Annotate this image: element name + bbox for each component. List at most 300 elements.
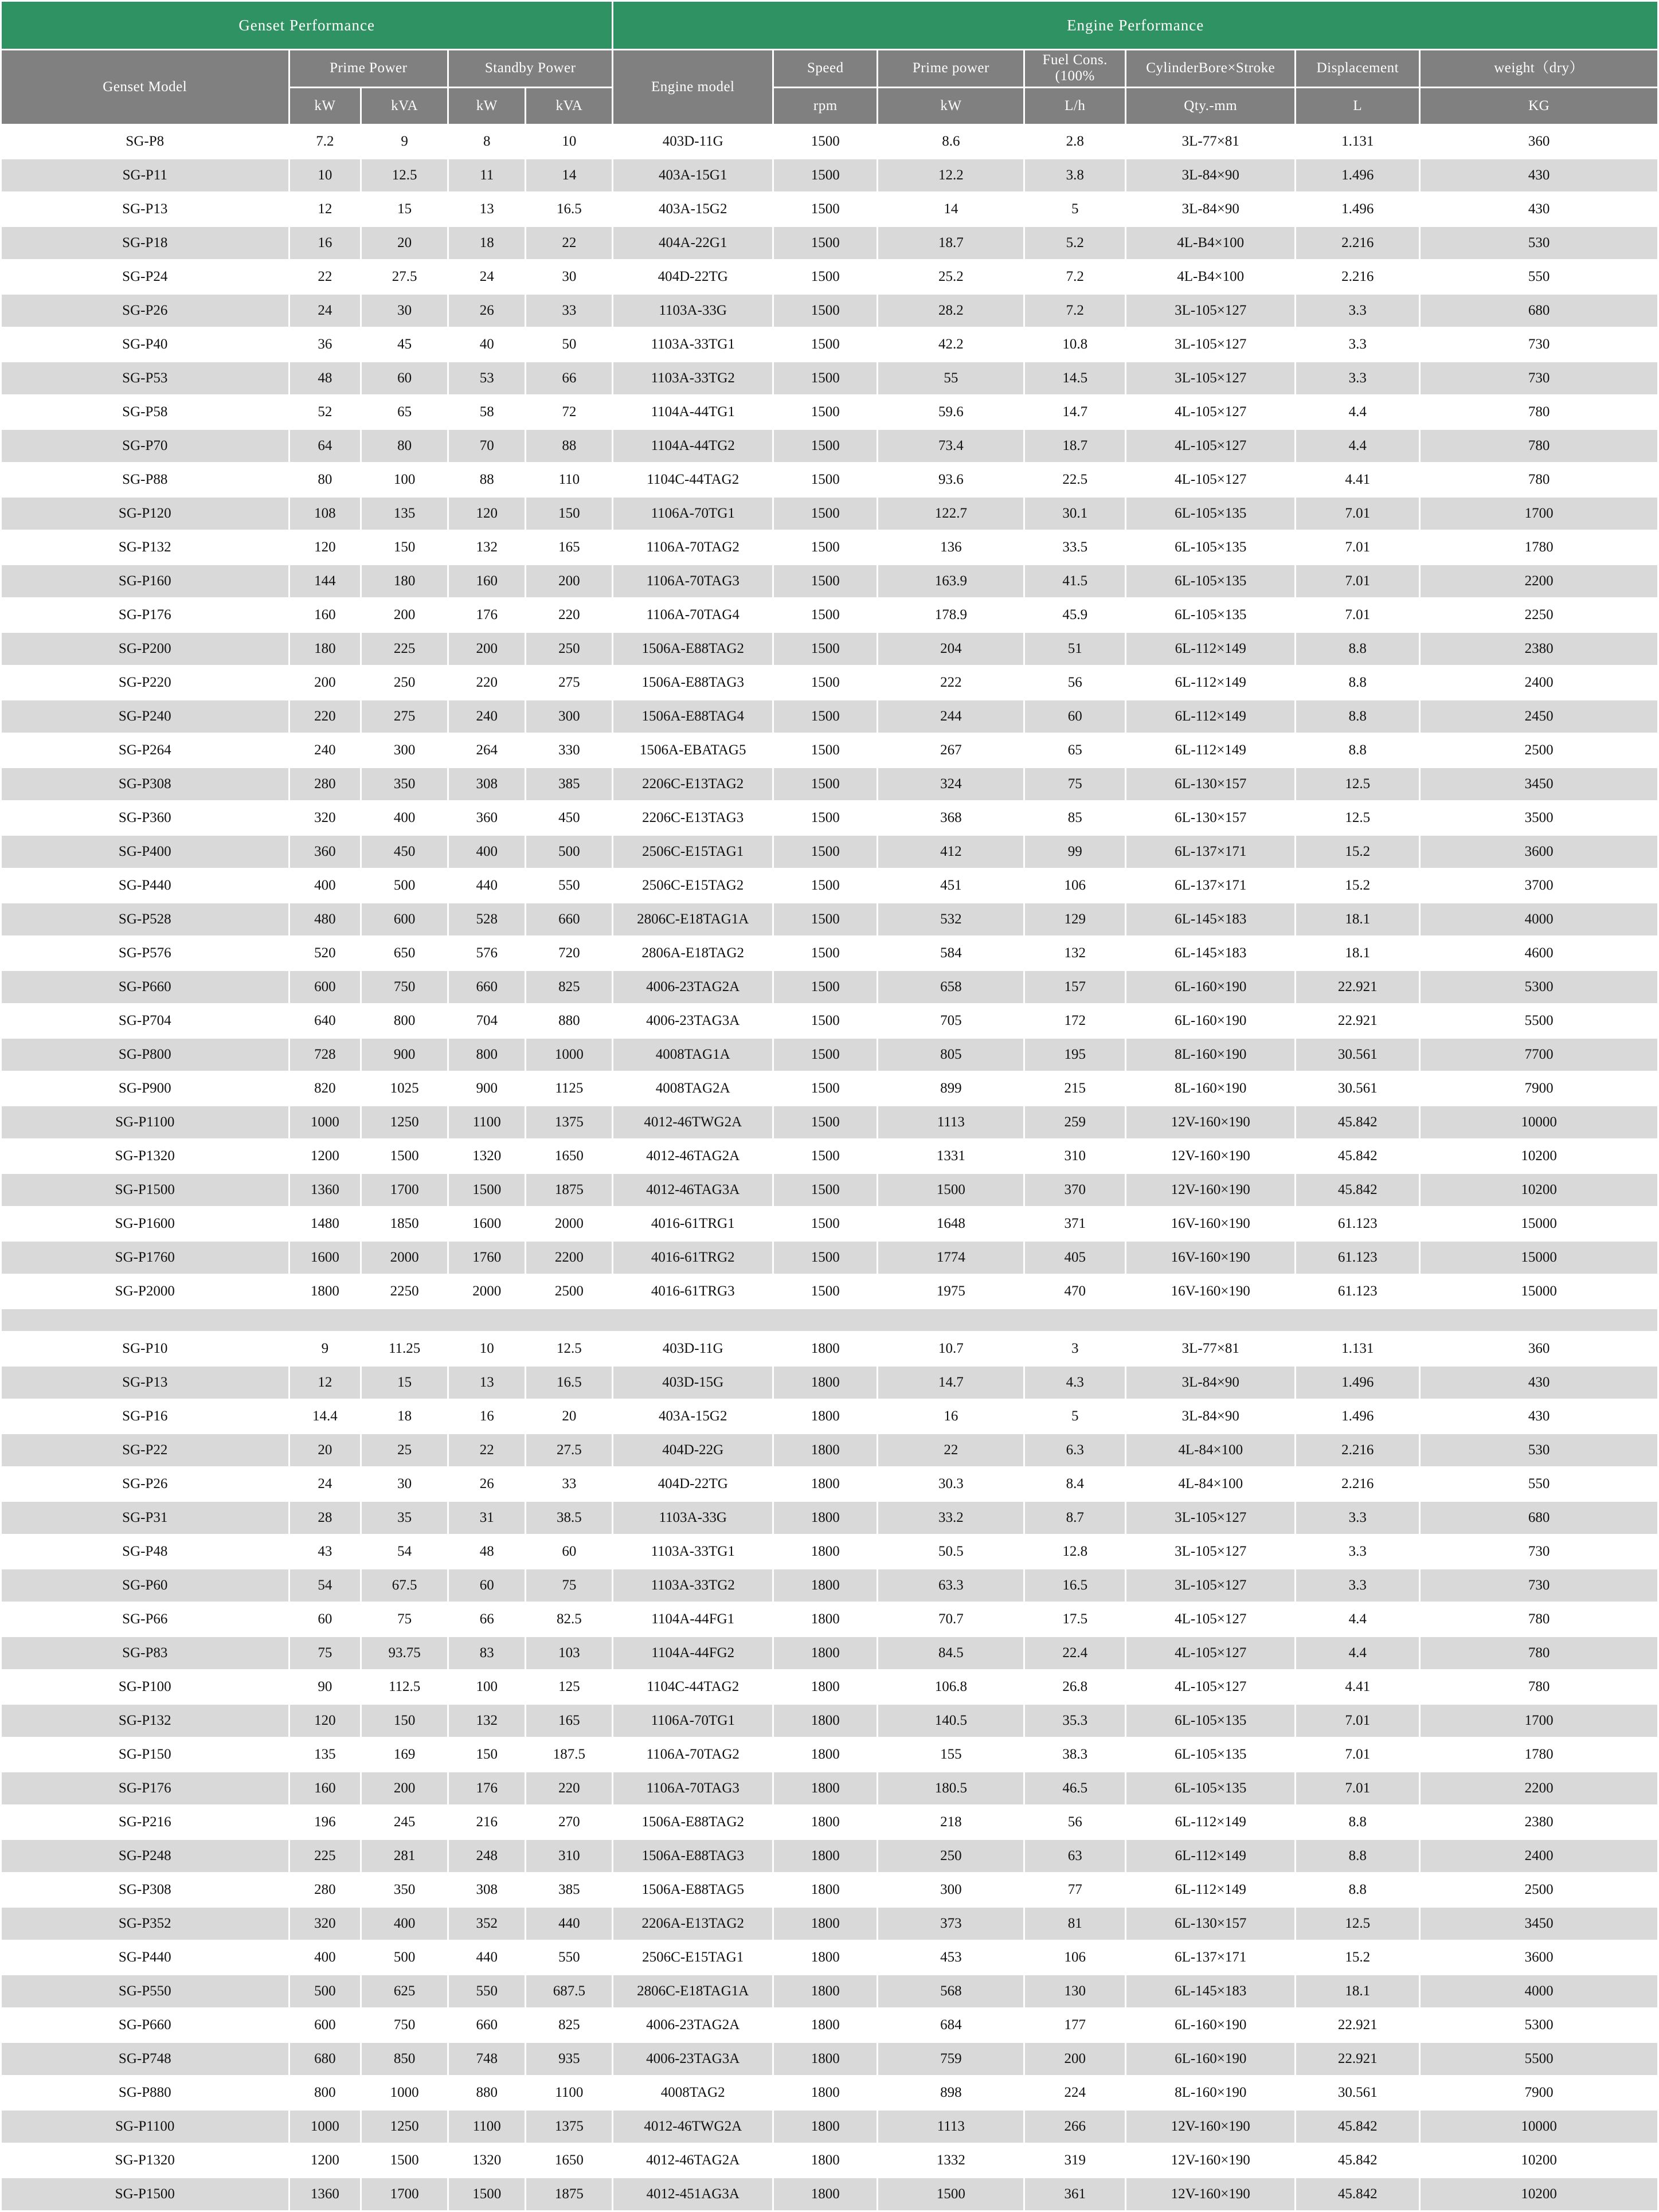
cell-value: 430 (1421, 1400, 1657, 1432)
cell-value: 2500 (526, 1275, 612, 1307)
cell-genset-model: SG-P704 (2, 1005, 288, 1037)
unit-standby-kva: kVA (526, 88, 612, 124)
cell-value: 59.6 (878, 396, 1023, 428)
cell-value: 658 (878, 971, 1023, 1003)
cell-value: 532 (878, 903, 1023, 935)
cell-value: 1500 (774, 1072, 877, 1105)
cell-value: 1103A-33TG2 (613, 1569, 772, 1602)
cell-value: 270 (526, 1806, 612, 1838)
cell-value: 1.496 (1296, 1367, 1419, 1399)
cell-value: 750 (362, 2009, 447, 2041)
cell-genset-model: SG-P88 (2, 464, 288, 496)
table-row (2, 700, 1657, 733)
cell-value: 371 (1025, 1208, 1125, 1240)
cell-value: 16.5 (526, 193, 612, 225)
cell-value: 320 (290, 802, 361, 834)
cell-value: 53 (449, 362, 525, 394)
cell-value: 6L-105×135 (1126, 498, 1294, 530)
cell-value: 1800 (774, 2009, 877, 2041)
cell-genset-model: SG-P1100 (2, 1106, 288, 1138)
cell-value: 5 (1025, 1400, 1125, 1432)
cell-value: 200 (526, 565, 612, 597)
cell-value: 1320 (449, 2144, 525, 2176)
cell-value: 4012-46TAG2A (613, 2144, 772, 2176)
cell-value: 704 (449, 1005, 525, 1037)
table-row (2, 2178, 1657, 2210)
cell-value: 6L-105×135 (1126, 1705, 1294, 1737)
cell-value: 16 (878, 1400, 1023, 1432)
cell-value: 22 (290, 261, 361, 293)
cell-value: 27.5 (362, 261, 447, 293)
cell-value: 1.496 (1296, 1400, 1419, 1432)
cell-value: 31 (449, 1502, 525, 1534)
cell-value: 1800 (774, 1975, 877, 2007)
cell-value: 3 (1025, 1333, 1125, 1365)
cell-value: 14.5 (1025, 362, 1125, 394)
cell-value: 2.8 (1025, 126, 1125, 158)
cell-value: 370 (1025, 1174, 1125, 1206)
cell-value: 12.2 (878, 159, 1023, 191)
cell-value: 1506A-E88TAG4 (613, 700, 772, 733)
cell-value: 1500 (774, 836, 877, 868)
cell-value: 1800 (774, 1367, 877, 1399)
cell-value: 12V-160×190 (1126, 1140, 1294, 1172)
cell-value: 1800 (774, 1806, 877, 1838)
cell-value: 50 (526, 328, 612, 361)
cell-value: 3450 (1421, 768, 1657, 800)
cell-value: 99 (1025, 836, 1125, 868)
cell-value: 144 (290, 565, 361, 597)
cell-value: 163.9 (878, 565, 1023, 597)
cell-value: 132 (449, 531, 525, 563)
cell-value: 4006-23TAG2A (613, 971, 772, 1003)
cell-value: 81 (1025, 1908, 1125, 1940)
cell-value: 1500 (774, 328, 877, 361)
cell-value: 51 (1025, 633, 1125, 665)
cell-value: 45.842 (1296, 1174, 1419, 1206)
cell-value: 130 (1025, 1975, 1125, 2007)
cell-value: 22 (526, 227, 612, 259)
cell-value: 3L-84×90 (1126, 1367, 1294, 1399)
cell-value: 1800 (774, 1739, 877, 1771)
cell-value: 6L-105×135 (1126, 531, 1294, 563)
cell-value: 5.2 (1025, 227, 1125, 259)
cell-value: 2206C-E13TAG3 (613, 802, 772, 834)
cell-value: 4L-105×127 (1126, 396, 1294, 428)
cell-value: 1500 (774, 903, 877, 935)
cell-value: 4L-84×100 (1126, 1434, 1294, 1466)
cell-value: 60 (449, 1569, 525, 1602)
cell-value: 220 (526, 599, 612, 631)
table-row (2, 1536, 1657, 1568)
cell-value: 58 (449, 396, 525, 428)
cell-value: 900 (449, 1072, 525, 1105)
cell-value: 15.2 (1296, 836, 1419, 868)
cell-value: 3L-77×81 (1126, 1333, 1294, 1365)
cell-value: 1700 (1421, 1705, 1657, 1737)
cell-value: 1103A-33G (613, 1502, 772, 1534)
cell-value: 1.496 (1296, 159, 1419, 191)
cell-genset-model: SG-P1500 (2, 1174, 288, 1206)
cell-value: 26 (449, 295, 525, 327)
unit-speed-rpm: rpm (774, 88, 877, 124)
cell-value: 5500 (1421, 2043, 1657, 2075)
cell-value: 4012-451AG3A (613, 2178, 772, 2210)
cell-value: 26 (449, 1468, 525, 1500)
table-row (2, 1174, 1657, 1206)
cell-value: 6L-112×149 (1126, 1806, 1294, 1838)
cell-value: 1113 (878, 1106, 1023, 1138)
cell-value: 18 (449, 227, 525, 259)
cell-value: 3.8 (1025, 159, 1125, 191)
cell-value: 453 (878, 1941, 1023, 1974)
cell-value: 500 (362, 1941, 447, 1974)
cell-value: 404D-22G (613, 1434, 772, 1466)
cell-genset-model: SG-P132 (2, 1705, 288, 1737)
cell-value: 12V-160×190 (1126, 1106, 1294, 1138)
cell-value: 75 (1025, 768, 1125, 800)
cell-value: 106 (1025, 1941, 1125, 1974)
cell-value: 2500 (1421, 1874, 1657, 1906)
cell-value: 3450 (1421, 1908, 1657, 1940)
cell-value: 780 (1421, 430, 1657, 462)
cell-value: 65 (1025, 734, 1125, 766)
cell-value: 1700 (1421, 498, 1657, 530)
cell-value: 3L-105×127 (1126, 1536, 1294, 1568)
cell-value: 470 (1025, 1275, 1125, 1307)
cell-value: 61.123 (1296, 1208, 1419, 1240)
cell-value: 1650 (526, 1140, 612, 1172)
table-row (2, 1941, 1657, 1974)
cell-value: 600 (290, 2009, 361, 2041)
cell-genset-model: SG-P360 (2, 802, 288, 834)
cell-value: 28.2 (878, 295, 1023, 327)
cell-genset-model: SG-P8 (2, 126, 288, 158)
cell-value: 4012-46TAG3A (613, 1174, 772, 1206)
cell-value: 6L-105×135 (1126, 599, 1294, 631)
table-row (2, 1005, 1657, 1037)
cell-value: 300 (362, 734, 447, 766)
cell-value: 7.01 (1296, 531, 1419, 563)
table-row (2, 1333, 1657, 1365)
cell-value: 54 (290, 1569, 361, 1602)
cell-value: 4006-23TAG3A (613, 1005, 772, 1037)
cell-value: 1500 (774, 1242, 877, 1274)
cell-value: 4006-23TAG3A (613, 2043, 772, 2075)
cell-value: 900 (362, 1039, 447, 1071)
cell-genset-model: SG-P308 (2, 768, 288, 800)
cell-value: 2506C-E15TAG2 (613, 870, 772, 902)
cell-value: 218 (878, 1806, 1023, 1838)
cell-value: 1800 (774, 1705, 877, 1737)
cell-value: 1875 (526, 1174, 612, 1206)
cell-value: 2500 (1421, 734, 1657, 766)
cell-value: 3500 (1421, 802, 1657, 834)
cell-value: 280 (290, 1874, 361, 1906)
cell-value: 132 (1025, 937, 1125, 969)
cell-value: 350 (362, 1874, 447, 1906)
group-header-row (2, 2, 1657, 49)
cell-value: 1800 (774, 1603, 877, 1635)
cell-value: 33.2 (878, 1502, 1023, 1534)
cell-value: 400 (362, 1908, 447, 1940)
cell-value: 12.5 (1296, 802, 1419, 834)
cell-value: 1104A-44TG2 (613, 430, 772, 462)
cell-value: 18.7 (878, 227, 1023, 259)
cell-value: 640 (290, 1005, 361, 1037)
cell-value: 22 (449, 1434, 525, 1466)
table-row (2, 1637, 1657, 1669)
cell-value: 4000 (1421, 903, 1657, 935)
cell-value: 280 (290, 768, 361, 800)
cell-value: 129 (1025, 903, 1125, 935)
cell-value: 15000 (1421, 1208, 1657, 1240)
cell-value: 3L-105×127 (1126, 328, 1294, 361)
cell-genset-model: SG-P1760 (2, 1242, 288, 1274)
cell-value: 6L-160×190 (1126, 2043, 1294, 2075)
cell-value: 550 (526, 870, 612, 902)
cell-value: 400 (290, 870, 361, 902)
cell-value: 2206A-E13TAG2 (613, 1908, 772, 1940)
cell-value: 528 (449, 903, 525, 935)
table-row (2, 802, 1657, 834)
cell-value: 75 (362, 1603, 447, 1635)
cell-value: 880 (526, 1005, 612, 1037)
cell-genset-model: SG-P176 (2, 599, 288, 631)
column-header-displacement: Displacement (1296, 50, 1419, 87)
cell-value: 155 (878, 1739, 1023, 1771)
cell-value: 250 (362, 667, 447, 699)
cell-value: 11 (449, 159, 525, 191)
cell-value: 3L-105×127 (1126, 1502, 1294, 1534)
cell-value: 1.131 (1296, 126, 1419, 158)
cell-value: 30.561 (1296, 1039, 1419, 1071)
table-row (2, 1275, 1657, 1307)
cell-value: 200 (290, 667, 361, 699)
cell-value: 17.5 (1025, 1603, 1125, 1635)
cell-value: 4L-105×127 (1126, 1637, 1294, 1669)
column-header-speed: Speed (774, 50, 877, 87)
group-header-genset-performance: Genset Performance (2, 2, 612, 49)
cell-genset-model: SG-P440 (2, 1941, 288, 1974)
cell-value: 1103A-33TG1 (613, 1536, 772, 1568)
cell-value: 680 (290, 2043, 361, 2075)
table-row (2, 1806, 1657, 1838)
cell-value: 85 (1025, 802, 1125, 834)
cell-value: 90 (290, 1671, 361, 1703)
cell-genset-model: SG-P248 (2, 1840, 288, 1872)
cell-value: 8.8 (1296, 1874, 1419, 1906)
cell-value: 825 (526, 971, 612, 1003)
cell-value: 1500 (774, 667, 877, 699)
cell-value: 100 (449, 1671, 525, 1703)
cell-genset-model: SG-P60 (2, 1569, 288, 1602)
cell-value: 45.842 (1296, 2144, 1419, 2176)
cell-value: 1000 (290, 2111, 361, 2143)
cell-value: 196 (290, 1806, 361, 1838)
cell-value: 108 (290, 498, 361, 530)
table-row (2, 261, 1657, 293)
table-row (2, 1400, 1657, 1432)
table-row (2, 870, 1657, 902)
cell-value: 240 (449, 700, 525, 733)
cell-value: 805 (878, 1039, 1023, 1071)
cell-value: 4L-105×127 (1126, 1671, 1294, 1703)
cell-value: 2400 (1421, 667, 1657, 699)
cell-value: 5300 (1421, 2009, 1657, 2041)
column-header-weight-dry: weight（dry） (1421, 50, 1657, 87)
cell-value: 1500 (774, 159, 877, 191)
cell-value: 16.5 (526, 1367, 612, 1399)
cell-value: 1506A-E88TAG5 (613, 1874, 772, 1906)
table-row (2, 1975, 1657, 2007)
cell-value: 40 (449, 328, 525, 361)
cell-value: 15.2 (1296, 1941, 1419, 1974)
section-separator-cell (2, 1309, 1657, 1331)
cell-value: 3L-105×127 (1126, 295, 1294, 327)
cell-value: 6L-137×171 (1126, 870, 1294, 902)
cell-value: 176 (449, 1772, 525, 1804)
cell-value: 33 (526, 295, 612, 327)
cell-value: 1200 (290, 1140, 361, 1172)
cell-value: 780 (1421, 396, 1657, 428)
cell-value: 56 (1025, 667, 1125, 699)
table-row (2, 1705, 1657, 1737)
cell-value: 687.5 (526, 1975, 612, 2007)
cell-genset-model: SG-P550 (2, 1975, 288, 2007)
cell-value: 9 (362, 126, 447, 158)
cell-value: 1.496 (1296, 193, 1419, 225)
cell-value: 61.123 (1296, 1242, 1419, 1274)
cell-value: 1500 (774, 1106, 877, 1138)
cell-genset-model: SG-P1100 (2, 2111, 288, 2143)
cell-value: 195 (1025, 1039, 1125, 1071)
cell-value: 200 (362, 1772, 447, 1804)
cell-value: 6L-145×183 (1126, 1975, 1294, 2007)
cell-value: 403D-11G (613, 1333, 772, 1365)
cell-value: 400 (290, 1941, 361, 1974)
cell-value: 320 (290, 1908, 361, 1940)
cell-value: 120 (449, 498, 525, 530)
cell-value: 1648 (878, 1208, 1023, 1240)
column-header-engine-prime-power: Prime power (878, 50, 1023, 87)
table-row (2, 2111, 1657, 2143)
cell-value: 100 (362, 464, 447, 496)
cell-value: 730 (1421, 1536, 1657, 1568)
unit-fuel-lph: L/h (1025, 88, 1125, 124)
cell-value: 275 (526, 667, 612, 699)
cell-value: 4.3 (1025, 1367, 1125, 1399)
cell-genset-model: SG-P70 (2, 430, 288, 462)
cell-genset-model: SG-P308 (2, 1874, 288, 1906)
cell-value: 6L-112×149 (1126, 734, 1294, 766)
cell-value: 88 (449, 464, 525, 496)
cell-value: 13 (449, 193, 525, 225)
cell-value: 50.5 (878, 1536, 1023, 1568)
cell-value: 1331 (878, 1140, 1023, 1172)
cell-value: 4L-105×127 (1126, 1603, 1294, 1635)
cell-value: 14.7 (1025, 396, 1125, 428)
cell-value: 1106A-70TG1 (613, 1705, 772, 1737)
cell-value: 1104C-44TAG2 (613, 1671, 772, 1703)
table-row (2, 599, 1657, 631)
cell-value: 16V-160×190 (1126, 1275, 1294, 1307)
cell-value: 4.4 (1296, 1637, 1419, 1669)
table-row (2, 2077, 1657, 2109)
cell-value: 8.8 (1296, 1806, 1419, 1838)
cell-value: 1000 (362, 2077, 447, 2109)
cell-value: 135 (290, 1739, 361, 1771)
cell-value: 625 (362, 1975, 447, 2007)
cell-value: 12V-160×190 (1126, 2111, 1294, 2143)
cell-value: 550 (526, 1941, 612, 1974)
cell-value: 1500 (449, 2178, 525, 2210)
cell-value: 1774 (878, 1242, 1023, 1274)
cell-value: 1500 (774, 261, 877, 293)
cell-value: 1600 (290, 1242, 361, 1274)
cell-value: 204 (878, 633, 1023, 665)
cell-value: 8L-160×190 (1126, 2077, 1294, 2109)
cell-value: 10.7 (878, 1333, 1023, 1365)
cell-value: 4.4 (1296, 430, 1419, 462)
cell-genset-model: SG-P240 (2, 700, 288, 733)
cell-value: 1506A-E88TAG2 (613, 633, 772, 665)
cell-value: 1500 (362, 1140, 447, 1172)
cell-value: 22.921 (1296, 2009, 1419, 2041)
cell-value: 1500 (774, 1174, 877, 1206)
cell-value: 56 (1025, 1806, 1125, 1838)
table-row (2, 667, 1657, 699)
cell-value: 3700 (1421, 870, 1657, 902)
cell-value: 2250 (362, 1275, 447, 1307)
cell-value: 160 (290, 1772, 361, 1804)
cell-value: 1480 (290, 1208, 361, 1240)
cell-genset-model: SG-P150 (2, 1739, 288, 1771)
cell-value: 1500 (449, 1174, 525, 1206)
cell-value: 180 (290, 633, 361, 665)
cell-value: 18.1 (1296, 937, 1419, 969)
cell-value: 403D-15G (613, 1367, 772, 1399)
cell-value: 1500 (774, 362, 877, 394)
cell-value: 361 (1025, 2178, 1125, 2210)
cell-genset-model: SG-P660 (2, 2009, 288, 2041)
cell-value: 248 (449, 1840, 525, 1872)
cell-value: 720 (526, 937, 612, 969)
cell-genset-model: SG-P748 (2, 2043, 288, 2075)
cell-value: 1800 (774, 1671, 877, 1703)
cell-value: 20 (362, 227, 447, 259)
cell-value: 7900 (1421, 1072, 1657, 1105)
unit-weight-kg: KG (1421, 88, 1657, 124)
cell-value: 1500 (774, 734, 877, 766)
unit-displacement-l: L (1296, 88, 1419, 124)
table-row (2, 836, 1657, 868)
cell-value: 52 (290, 396, 361, 428)
cell-value: 1104A-44FG2 (613, 1637, 772, 1669)
cell-value: 935 (526, 2043, 612, 2075)
cell-value: 55 (878, 362, 1023, 394)
cell-value: 3.3 (1296, 362, 1419, 394)
cell-genset-model: SG-P160 (2, 565, 288, 597)
cell-value: 106 (1025, 870, 1125, 902)
cell-value: 30 (362, 295, 447, 327)
cell-genset-model: SG-P528 (2, 903, 288, 935)
cell-value: 18.7 (1025, 430, 1125, 462)
cell-value: 1360 (290, 1174, 361, 1206)
cell-value: 5300 (1421, 971, 1657, 1003)
cell-value: 360 (290, 836, 361, 868)
cell-value: 1800 (774, 1874, 877, 1906)
